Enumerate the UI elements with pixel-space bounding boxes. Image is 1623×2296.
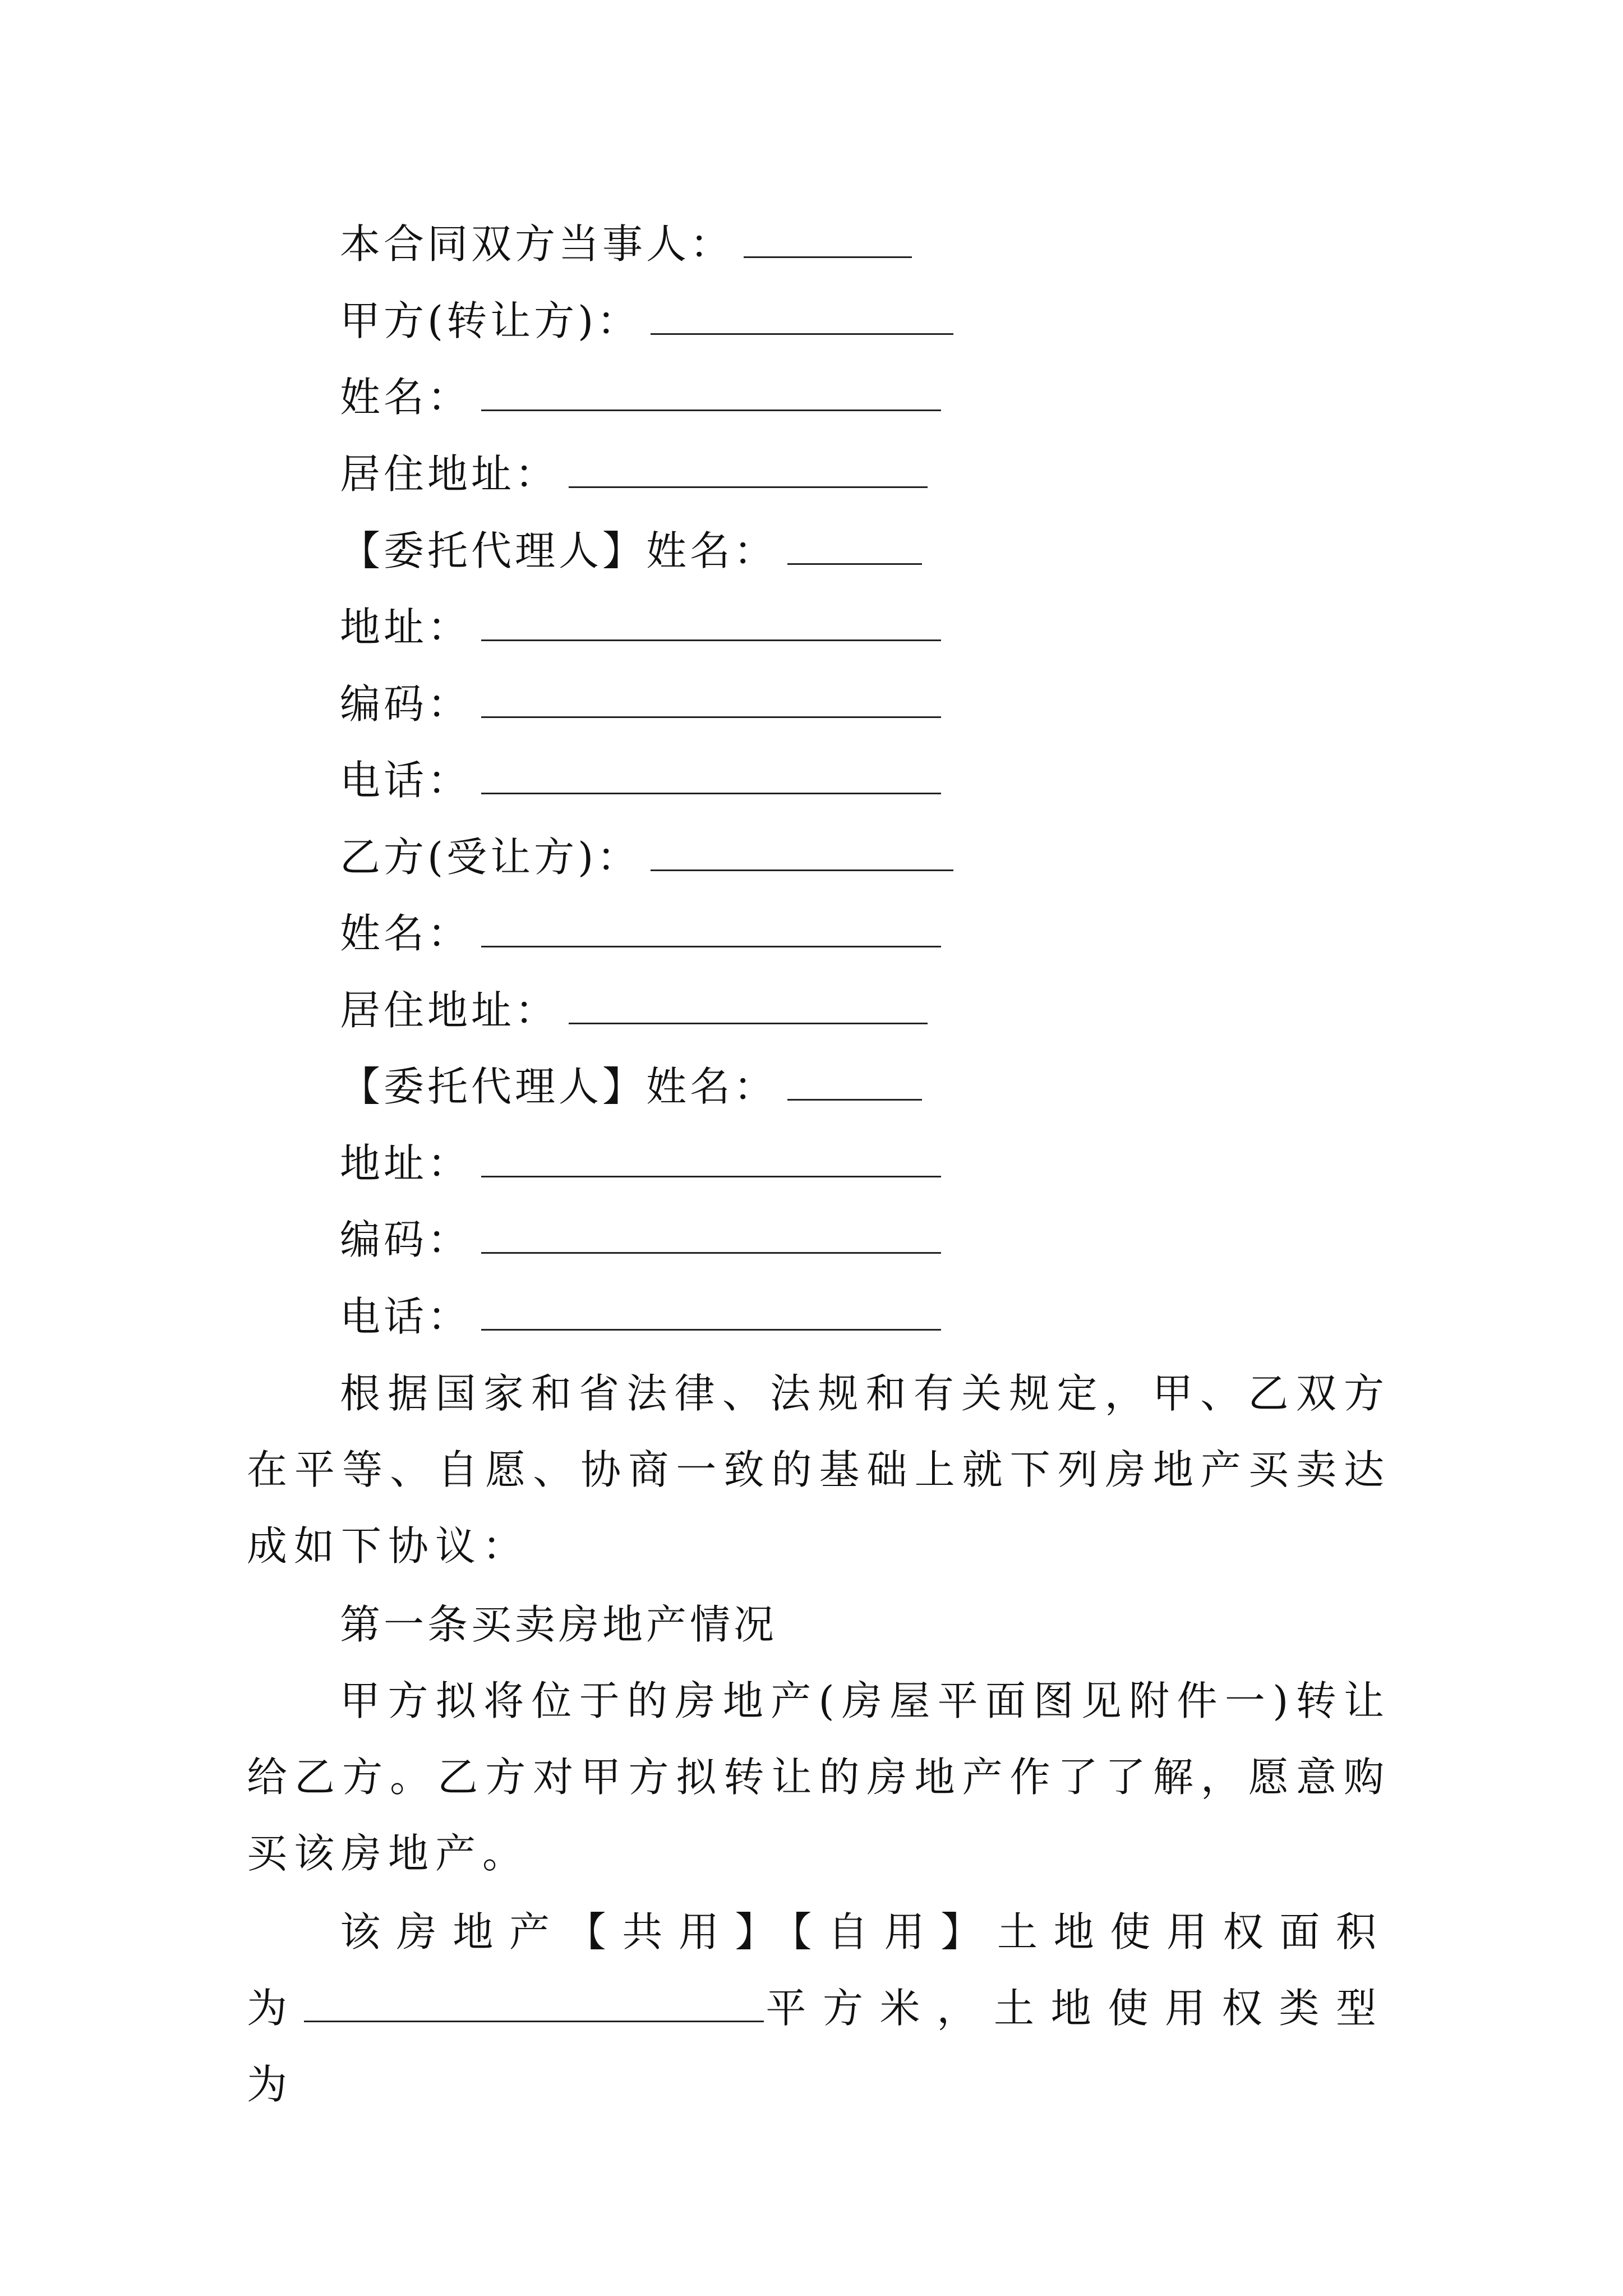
party-b-address-label: 居住地址： — [340, 987, 559, 1034]
party-a-postcode-line — [340, 676, 941, 732]
article1-paragraph2-start: 该房地产【共用】【自用】土地使用权面积为 — [247, 1908, 1391, 2032]
party-b-phone-blank[interactable] — [481, 1328, 941, 1331]
party-a-address-label: 居住地址： — [340, 450, 559, 498]
party-a-postcode-label: 编码： — [340, 680, 472, 728]
party-a-phone-line — [340, 752, 941, 808]
article1-paragraph2-unit: 平方米，土地使用权类型为 — [247, 1985, 1391, 2108]
party-a-name-line — [340, 369, 941, 425]
party-a-phone-label: 电话： — [340, 757, 472, 804]
party-a-phone-blank[interactable] — [481, 792, 941, 794]
party-a-title-line — [340, 293, 953, 349]
party-a-agent-label: 【委托代理人】姓名： — [340, 527, 778, 574]
party-a-agent-address-label: 地址： — [340, 604, 472, 651]
party-b-agent-blank[interactable] — [787, 1098, 922, 1101]
party-b-postcode-label: 编码： — [340, 1216, 472, 1263]
party-b-agent-line — [340, 1059, 922, 1115]
parties-intro-line — [340, 216, 912, 272]
party-a-name-blank[interactable] — [481, 408, 941, 411]
article1-heading: 第一条买卖房地产情况 — [340, 1601, 778, 1648]
party-b-agent-address-blank[interactable] — [481, 1175, 941, 1177]
party-b-name-label: 姓名： — [340, 910, 472, 957]
party-b-address-line — [340, 982, 928, 1038]
party-a-address-line — [340, 446, 928, 502]
party-b-name-line — [340, 905, 941, 961]
article1-paragraph1: 甲方拟将位于的房地产(房屋平面图见附件一)转让给乙方。乙方对甲方拟转让的房地产作了了解，愿意购买该房地产。 — [247, 1677, 1391, 1877]
parties-intro-blank[interactable] — [744, 255, 912, 258]
party-a-name-label: 姓名： — [340, 374, 472, 421]
party-b-agent-address-line — [340, 1135, 941, 1191]
party-b-address-blank[interactable] — [569, 1022, 928, 1024]
party-b-title-line — [340, 829, 953, 885]
party-a-agent-line — [340, 523, 922, 579]
party-a-agent-blank[interactable] — [787, 562, 922, 565]
party-a-agent-address-blank[interactable] — [481, 638, 941, 641]
article1-paragraph2 — [247, 1894, 1391, 2123]
party-b-phone-label: 电话： — [340, 1293, 472, 1340]
party-a-title: 甲方(转让方)： — [340, 297, 641, 344]
party-b-agent-address-label: 地址： — [340, 1140, 472, 1187]
party-b-postcode-blank[interactable] — [481, 1251, 941, 1254]
party-b-phone-line — [340, 1289, 941, 1345]
party-a-title-blank[interactable] — [651, 332, 953, 335]
parties-intro-label: 本合同双方当事人： — [340, 220, 734, 268]
party-a-agent-address-line — [340, 599, 941, 655]
party-a-postcode-blank[interactable] — [481, 715, 941, 718]
party-b-name-blank[interactable] — [481, 945, 941, 947]
party-b-postcode-line — [340, 1212, 941, 1268]
preamble-paragraph: 根据国家和省法律、法规和有关规定，甲、乙双方在平等、自愿、协商一致的基础上就下列房地产买卖达成如下协议： — [247, 1370, 1391, 1570]
party-b-title-blank[interactable] — [651, 868, 953, 871]
party-a-address-blank[interactable] — [569, 485, 928, 488]
party-b-agent-label: 【委托代理人】姓名： — [340, 1063, 778, 1110]
party-b-title: 乙方(受让方)： — [340, 834, 641, 881]
land-area-blank[interactable] — [304, 2019, 764, 2022]
